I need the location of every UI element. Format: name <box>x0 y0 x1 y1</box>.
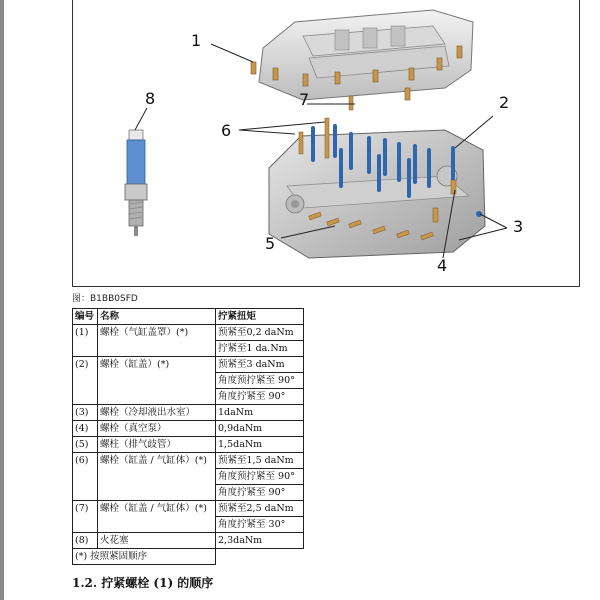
page-left-border <box>0 0 4 600</box>
callout-2: 2 <box>499 93 510 112</box>
table-row <box>73 437 304 453</box>
row-number: (3) <box>73 405 98 421</box>
callout-7: 7 <box>299 90 310 109</box>
callout-8: 8 <box>145 89 156 108</box>
row-torque-value: 预紧至0,2 daNm <box>216 325 304 341</box>
row-number: (8) <box>73 533 98 549</box>
callout-6: 6 <box>221 121 232 140</box>
row-name: 螺栓（气缸盖罩）(*) <box>98 325 216 357</box>
header-torque: 拧紧扭矩 <box>216 309 304 325</box>
row-number: (1) <box>73 325 98 357</box>
row-number: (5) <box>73 437 98 453</box>
row-torque-value: 角度预拧紧至 90° <box>216 373 304 389</box>
row-torque-value: 角度拧紧至 30° <box>216 517 304 533</box>
spark-plug <box>125 130 147 236</box>
row-number: (2) <box>73 357 98 405</box>
row-number: (4) <box>73 421 98 437</box>
row-name: 螺栓（缸盖 / 气缸体）(*) <box>98 501 216 533</box>
row-torque-value: 1daNm <box>216 405 304 421</box>
row-torque-value: 2,3daNm <box>216 533 304 549</box>
callout-4: 4 <box>437 256 448 275</box>
table-row <box>73 325 304 341</box>
row-name: 螺栓（冷却液出水室） <box>98 405 216 421</box>
table-row <box>73 421 304 437</box>
callout-1: 1 <box>191 31 202 50</box>
row-number: (6) <box>73 453 98 501</box>
callout-3: 3 <box>513 217 524 236</box>
figure-caption: 图：B1BB0SFD <box>72 294 138 304</box>
row-torque-value: 预紧至3 daNm <box>216 357 304 373</box>
table-note: (*) 按照紧固顺序 <box>73 549 216 565</box>
row-number: (7) <box>73 501 98 533</box>
row-torque-value: 预紧至2,5 daNm <box>216 501 304 517</box>
table-row <box>73 501 304 517</box>
table-row <box>73 357 304 373</box>
engine-figure <box>72 0 580 287</box>
row-torque-value: 1,5daNm <box>216 437 304 453</box>
header-number: 编号 <box>73 309 98 325</box>
callout-5: 5 <box>265 234 276 253</box>
row-torque-value: 角度拧紧至 90° <box>216 389 304 405</box>
row-torque-value: 预紧至1,5 daNm <box>216 453 304 469</box>
engine-illustration <box>73 0 581 287</box>
row-name: 火花塞 <box>98 533 216 549</box>
row-name: 螺栓（真空泵） <box>98 421 216 437</box>
section-heading: 1.2. 拧紧螺栓 (1) 的顺序 <box>72 576 214 590</box>
cylinder-head-cover <box>251 10 473 100</box>
row-torque-value: 角度拧紧至 90° <box>216 485 304 501</box>
row-torque-value: 拧紧至1 da.Nm <box>216 341 304 357</box>
row-name: 螺栓（缸盖 / 气缸体）(*) <box>98 453 216 501</box>
header-name: 名称 <box>98 309 216 325</box>
table-row <box>73 533 304 549</box>
table-header-row <box>73 309 304 325</box>
row-name: 螺栓（缸盖）(*) <box>98 357 216 405</box>
row-name: 螺柱（排气歧管） <box>98 437 216 453</box>
table-note-row <box>73 549 304 565</box>
table-row <box>73 405 304 421</box>
row-torque-value: 0,9daNm <box>216 421 304 437</box>
torque-table <box>72 308 304 565</box>
table-row <box>73 453 304 469</box>
row-torque-value: 角度预拧紧至 90° <box>216 469 304 485</box>
